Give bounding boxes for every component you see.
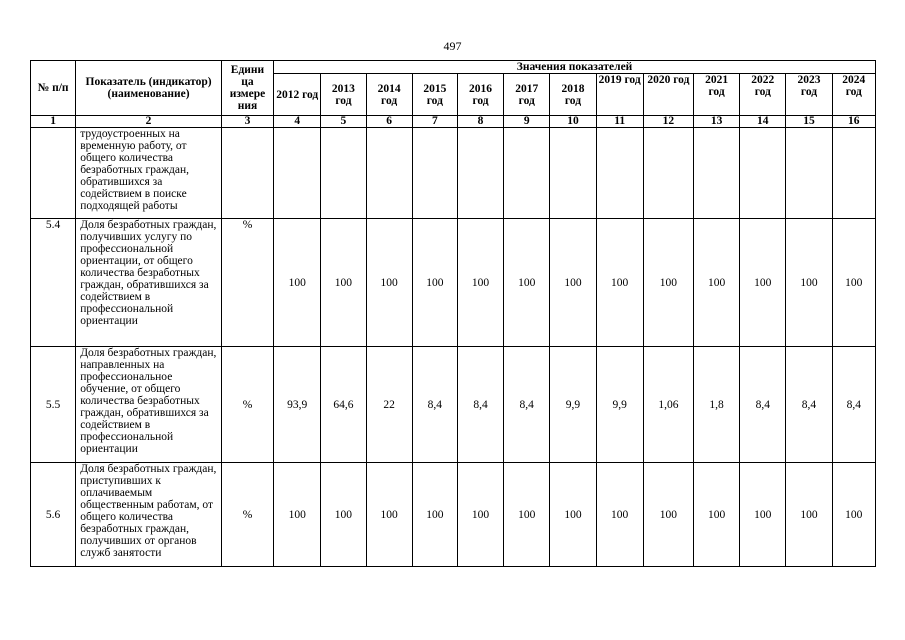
row-value: 64,6 [321, 347, 366, 463]
row-value: 100 [321, 463, 366, 567]
table-row [31, 463, 876, 567]
header-year: 2019 год [596, 74, 643, 116]
row-value [786, 128, 832, 219]
row-value: 100 [412, 463, 457, 567]
row-number [31, 128, 76, 219]
header-row-top [31, 61, 876, 74]
row-value: 100 [550, 219, 596, 347]
row-value [740, 128, 786, 219]
row-value: 8,4 [786, 347, 832, 463]
row-value: 100 [693, 219, 739, 347]
header-year: 2018 год [550, 74, 596, 116]
column-number: 6 [366, 116, 412, 128]
column-number: 13 [693, 116, 739, 128]
row-value: 8,4 [412, 347, 457, 463]
row-value: 1,06 [643, 347, 693, 463]
column-number: 12 [643, 116, 693, 128]
column-number: 9 [504, 116, 550, 128]
row-value: 100 [457, 463, 503, 567]
row-value [274, 128, 321, 219]
row-value: 100 [740, 219, 786, 347]
column-number: 5 [321, 116, 366, 128]
row-value [643, 128, 693, 219]
header-year: 2023 год [786, 74, 832, 116]
row-value: 100 [832, 219, 875, 347]
row-value [321, 128, 366, 219]
indicators-table [30, 60, 876, 567]
column-number: 1 [31, 116, 76, 128]
column-number: 8 [457, 116, 503, 128]
row-value: 100 [274, 219, 321, 347]
row-value: 8,4 [504, 347, 550, 463]
row-indicator-name: Доля безработных граждан, направленных на профессиональное обучение, от общего количества безработных граждан, обратившихся за содействием в профессиональной ориентации [76, 347, 222, 463]
row-value: 9,9 [550, 347, 596, 463]
row-value: 100 [693, 463, 739, 567]
row-value: 100 [643, 219, 693, 347]
table-body [31, 128, 876, 567]
row-value [504, 128, 550, 219]
header-year: 2020 год [643, 74, 693, 116]
column-number: 10 [550, 116, 596, 128]
row-value: 100 [832, 463, 875, 567]
row-value: 100 [786, 463, 832, 567]
row-value: 100 [596, 463, 643, 567]
row-value: 100 [366, 463, 412, 567]
row-value: 8,4 [457, 347, 503, 463]
column-number: 2 [76, 116, 222, 128]
header-year: 2022 год [740, 74, 786, 116]
row-value: 100 [550, 463, 596, 567]
header-year: 2017 год [504, 74, 550, 116]
row-value: 100 [643, 463, 693, 567]
column-number: 7 [412, 116, 457, 128]
header-year: 2021 год [693, 74, 739, 116]
row-value [693, 128, 739, 219]
row-unit: % [221, 219, 273, 347]
row-unit [221, 128, 273, 219]
row-value: 100 [412, 219, 457, 347]
header-year: 2012 год [274, 74, 321, 116]
row-value [832, 128, 875, 219]
row-indicator-name: трудоустроенных на временную работу, от общего количества безработных граждан, обратившихся за содействием в поиске подходящей работы [76, 128, 222, 219]
row-value: 100 [321, 219, 366, 347]
row-value: 100 [366, 219, 412, 347]
row-value: 93,9 [274, 347, 321, 463]
column-number: 3 [221, 116, 273, 128]
row-value: 100 [274, 463, 321, 567]
header-year: 2016 год [457, 74, 503, 116]
row-value: 1,8 [693, 347, 739, 463]
column-number-row [31, 116, 876, 128]
row-value [550, 128, 596, 219]
column-number: 16 [832, 116, 875, 128]
row-value [412, 128, 457, 219]
header-unit: Едини ца измере ния [221, 61, 273, 116]
page-number: 497 [443, 39, 462, 53]
table-row [31, 219, 876, 347]
row-value: 100 [740, 463, 786, 567]
row-indicator-name: Доля безработных граждан, приступивших к оплачиваемым общественным работам, от общего количества безработных граждан, получивших от органов служб занятости [76, 463, 222, 567]
row-unit: % [221, 347, 273, 463]
header-year: 2013 год [321, 74, 366, 116]
row-number: 5.4 [31, 219, 76, 347]
row-value: 9,9 [596, 347, 643, 463]
row-value: 100 [504, 219, 550, 347]
header-values-group: Значения показателей [274, 61, 876, 74]
row-value: 8,4 [832, 347, 875, 463]
header-year: 2014 год [366, 74, 412, 116]
row-indicator-name: Доля безработных граждан, получивших услугу по профессиональной ориентации, от общего количества безработных граждан, обратившихся за содействием в профессиональной ориентации [76, 219, 222, 347]
row-value: 8,4 [740, 347, 786, 463]
header-indicator: Показатель (индикатор) (наименование) [76, 61, 222, 116]
header-year: 2024 год [832, 74, 875, 116]
row-value: 100 [457, 219, 503, 347]
table-row [31, 128, 876, 219]
row-value: 100 [596, 219, 643, 347]
header-num: № п/п [31, 61, 76, 116]
table-row [31, 347, 876, 463]
row-value [457, 128, 503, 219]
row-value [366, 128, 412, 219]
header-year: 2015 год [412, 74, 457, 116]
column-number: 15 [786, 116, 832, 128]
column-number: 4 [274, 116, 321, 128]
row-value: 22 [366, 347, 412, 463]
row-value: 100 [786, 219, 832, 347]
row-value: 100 [504, 463, 550, 567]
column-number: 11 [596, 116, 643, 128]
column-number: 14 [740, 116, 786, 128]
row-unit: % [221, 463, 273, 567]
row-value [596, 128, 643, 219]
row-number: 5.5 [31, 347, 76, 463]
row-number: 5.6 [31, 463, 76, 567]
